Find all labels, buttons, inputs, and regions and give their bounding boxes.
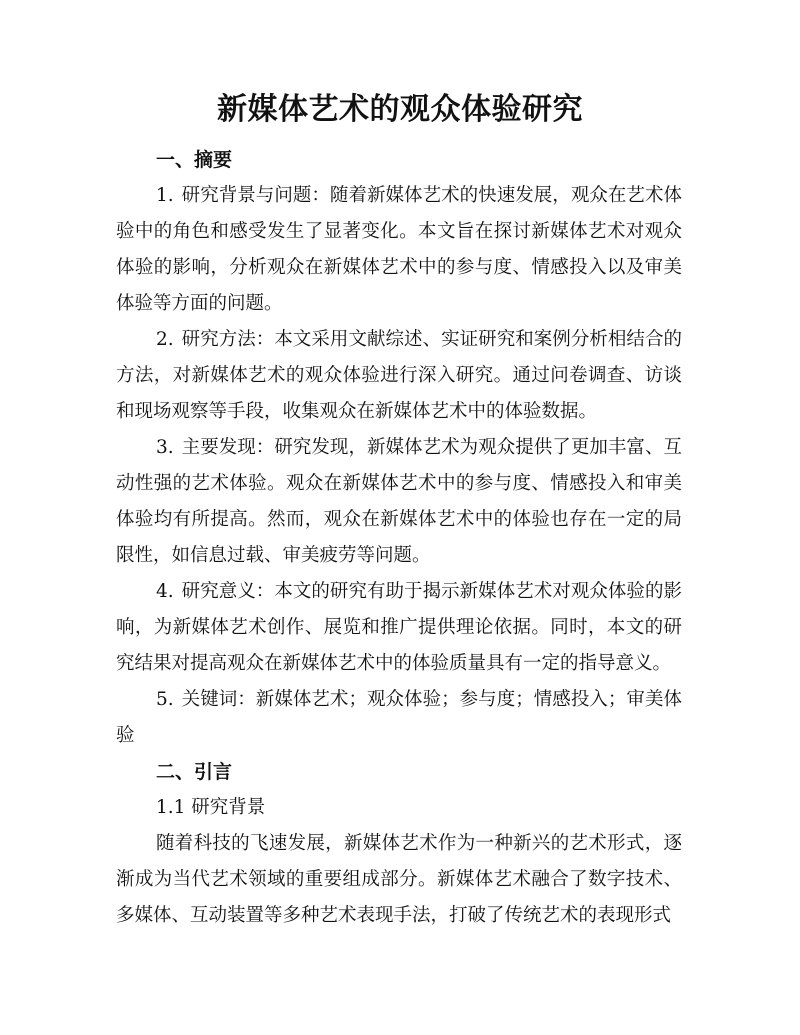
item-number: 5. (156, 689, 174, 710)
section-heading-introduction: 二、引言 (156, 761, 233, 783)
abstract-item-methods (116, 322, 682, 430)
abstract-item-keywords (116, 682, 682, 754)
item-number: 2. (156, 329, 174, 350)
abstract-item-findings (116, 430, 682, 574)
section-heading-abstract: 一、摘要 (156, 149, 233, 171)
item-text: 关键词：新媒体艺术；观众体验；参与度；情感投入；审美体验 (116, 689, 682, 746)
abstract-item-background (116, 178, 682, 322)
document-body (116, 142, 682, 934)
item-number: 3. (156, 437, 174, 458)
item-text: 研究意义：本文的研究有助于揭示新媒体艺术对观众体验的影响，为新媒体艺术创作、展览和推广提供理论依据。同时，本文的研究结果对提高观众在新媒体艺术中的体验质量具有一定的指导意义。 (116, 581, 682, 674)
document-title: 新媒体艺术的观众体验研究 (217, 92, 583, 127)
subsection-heading-background: 1.1 研究背景 (156, 797, 266, 818)
item-text: 研究方法：本文采用文献综述、实证研究和案例分析相结合的方法，对新媒体艺术的观众体验进行深入研究。通过问卷调查、访谈和现场观察等手段，收集观众在新媒体艺术中的体验数据。 (116, 329, 682, 422)
item-number: 1. (156, 185, 174, 206)
introduction-paragraph: 随着科技的飞速发展，新媒体艺术作为一种新兴的艺术形式，逐渐成为当代艺术领域的重要组成部分。新媒体艺术融合了数字技术、多媒体、互动装置等多种艺术表现手法，打破了传统艺术的表现形式 (116, 833, 682, 926)
item-text: 研究背景与问题：随着新媒体艺术的快速发展，观众在艺术体验中的角色和感受发生了显著变化。本文旨在探讨新媒体艺术对观众体验的影响，分析观众在新媒体艺术中的参与度、情感投入以及审美体验等方面的问题。 (116, 185, 682, 314)
abstract-item-significance (116, 574, 682, 682)
item-number: 4. (156, 581, 174, 602)
item-text: 主要发现：研究发现，新媒体艺术为观众提供了更加丰富、互动性强的艺术体验。观众在新媒体艺术中的参与度、情感投入和审美体验均有所提高。然而，观众在新媒体艺术中的体验也存在一定的局限性，如信息过载、审美疲劳等问题。 (116, 437, 682, 566)
